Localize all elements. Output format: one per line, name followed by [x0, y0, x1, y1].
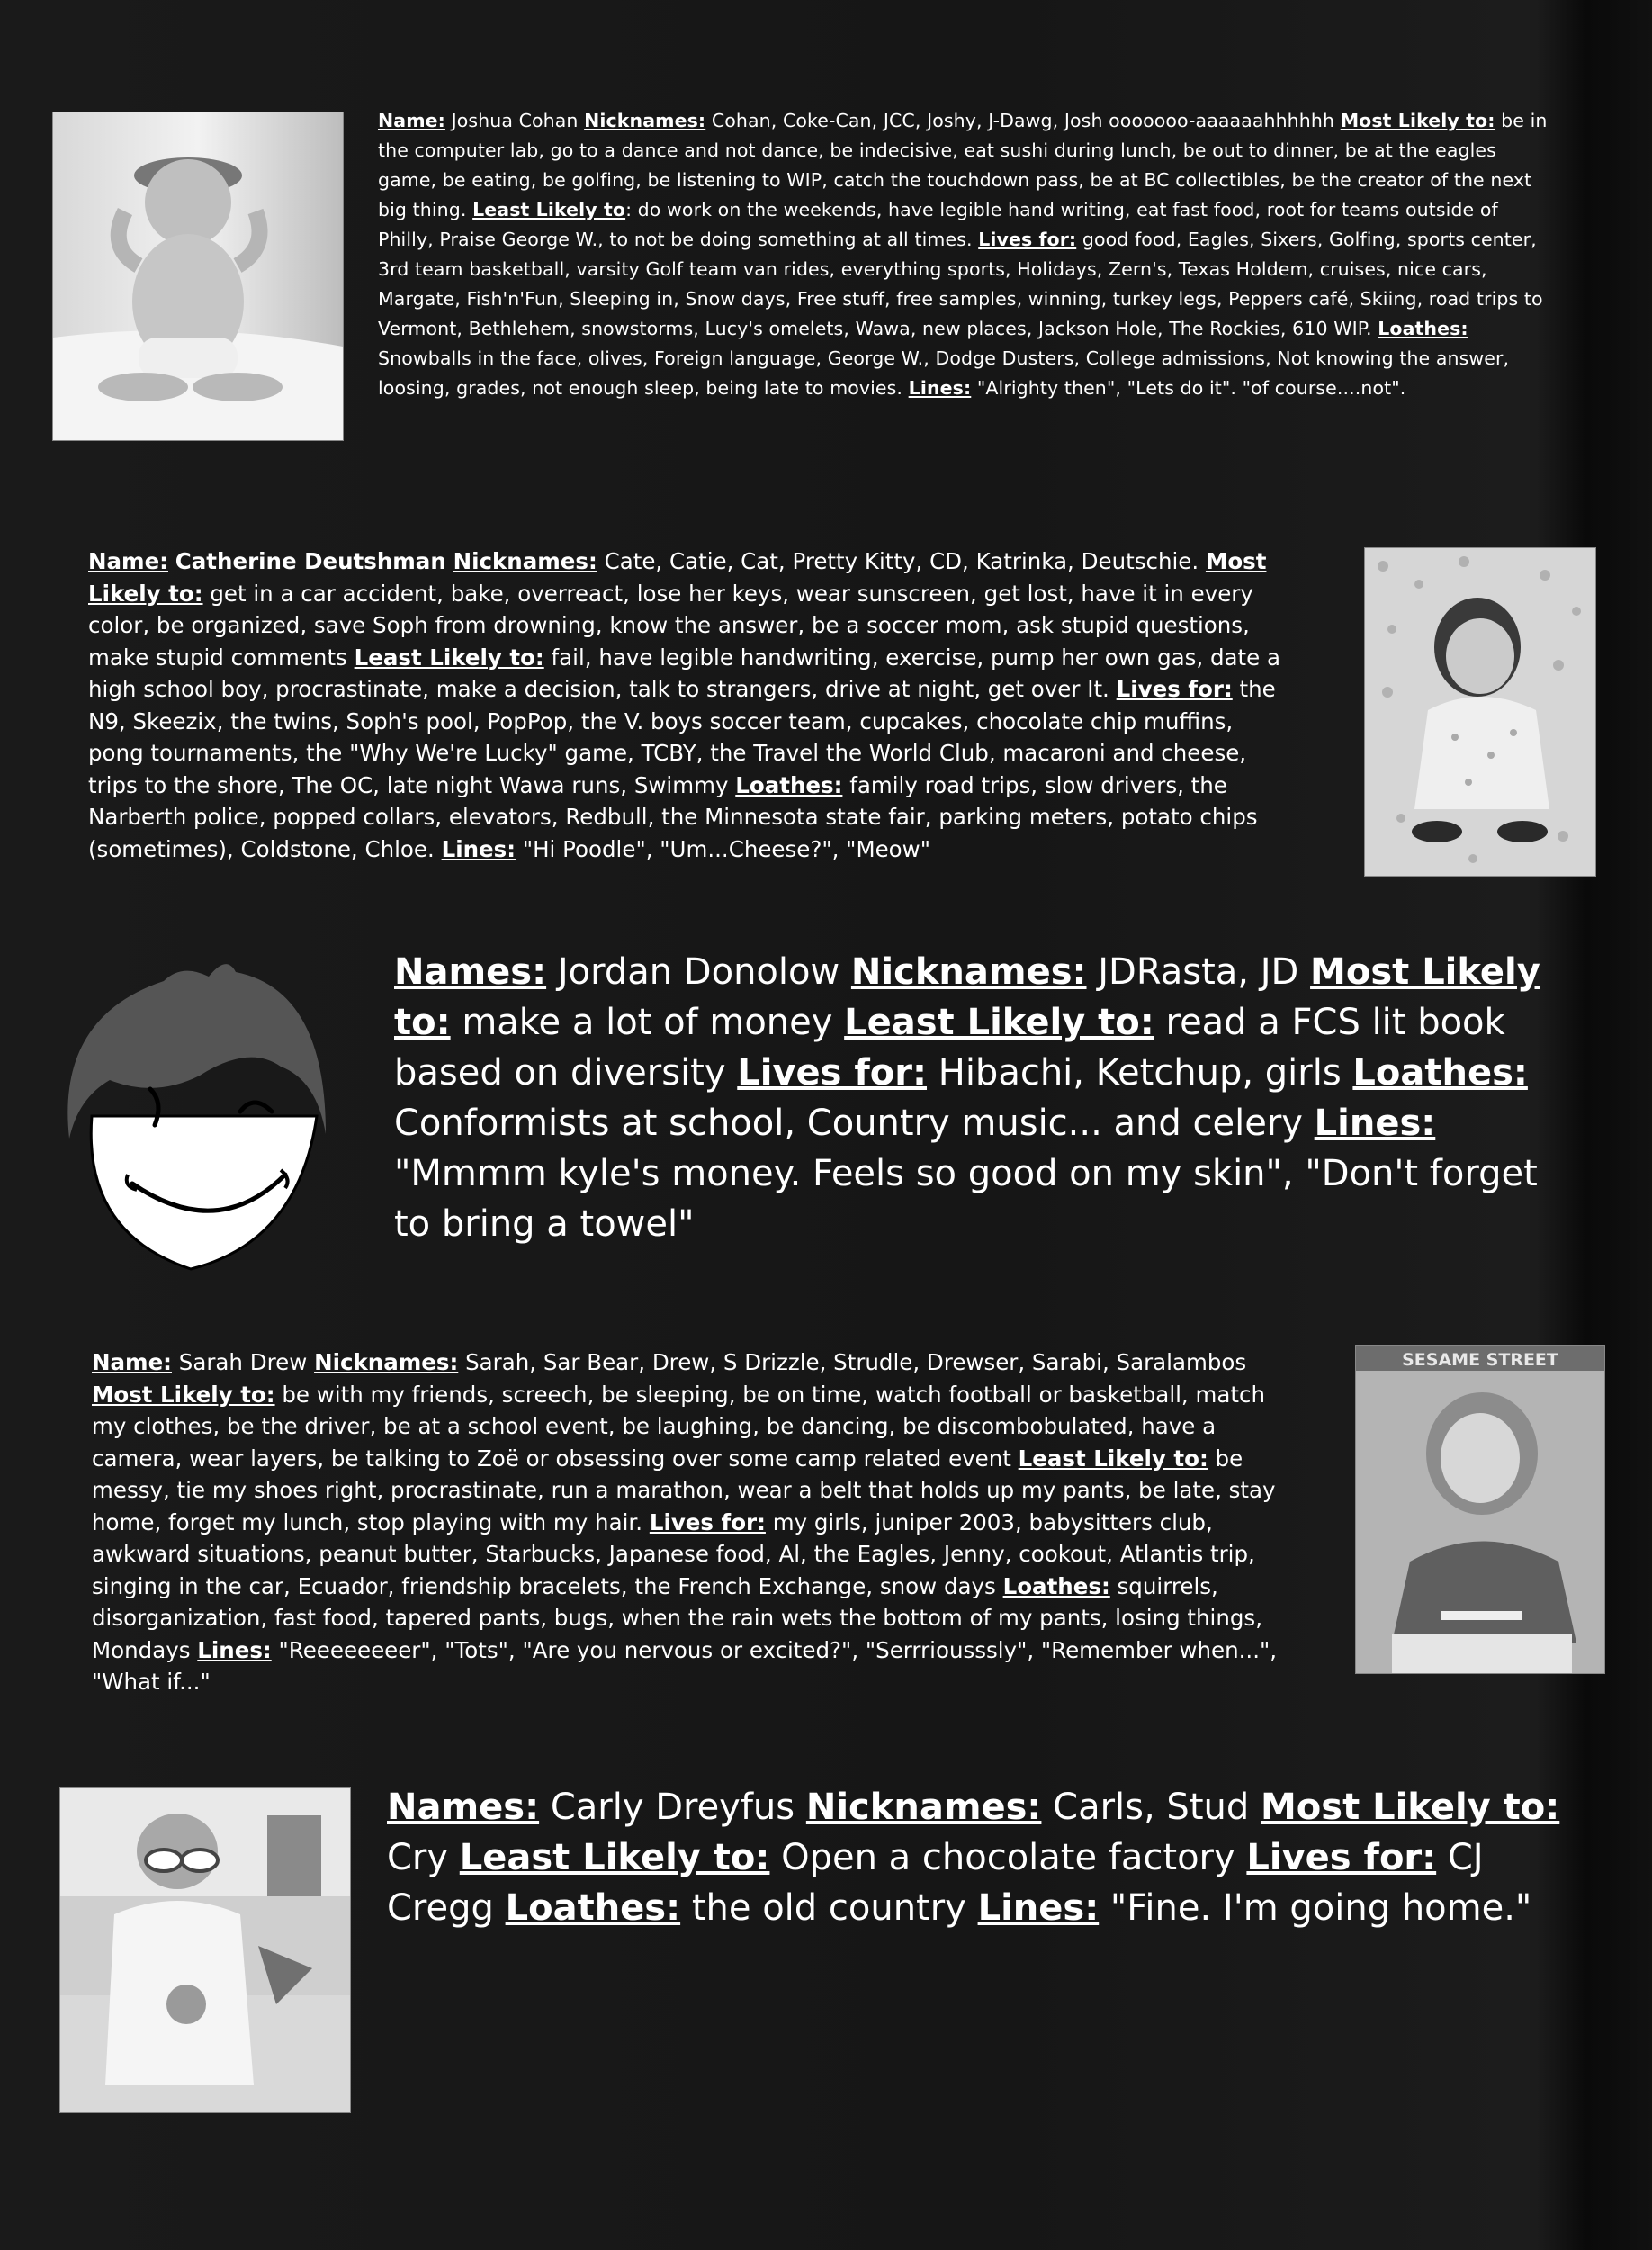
- loathes-label: Loathes:: [505, 1887, 681, 1929]
- least-likely-label: Least Likely to:: [1018, 1444, 1208, 1472]
- child-photo-carly-dreyfus: [59, 1787, 351, 2113]
- most-likely-label: Most Likely to:: [88, 548, 1267, 607]
- least-likely-value: : do work on the weekends, have legible hand writing, eat fast food, root for teams outside of Philly, Praise George W., to not be doing something at all times.: [378, 199, 1498, 250]
- lives-for-label: Lives for:: [737, 1052, 928, 1094]
- loathes-value: squirrels, disorganization, fast food, tapered pants, bugs, when the rain wets the bottom of my pants, losing things, Mondays: [92, 1572, 1262, 1663]
- baby-photo-joshua-cohan: [52, 112, 344, 441]
- nicknames-value: Sarah, Sar Bear, Drew, S Drizzle, Strudle, Drewser, Sarabi, Saralambos: [465, 1349, 1247, 1375]
- most-likely-value: be in the computer lab, go to a dance and not dance, be indecisive, eat sushi during lunch, be out to dinner, be at the eagles game, be eating, be golfing, be listening to WIP, catch the touchdown pass, be at BC collectibles, be the creator of the next big thing.: [378, 110, 1548, 220]
- name-value: Sarah Drew: [178, 1349, 308, 1375]
- nicknames-value: Carls, Stud: [1053, 1786, 1250, 1828]
- lives-for-label: Lives for:: [649, 1508, 766, 1535]
- entry-text: [88, 545, 1294, 865]
- cartoon-face-icon: [56, 945, 335, 1280]
- loathes-value: the old country: [691, 1887, 966, 1929]
- nicknames-value: Cohan, Coke-Can, JCC, Joshy, J-Dawg, Josh ooooooo-aaaaaahhhhhh: [711, 110, 1335, 131]
- nicknames-value: Cate, Catie, Cat, Pretty Kitty, CD, Katrinka, Deutschie.: [604, 548, 1199, 574]
- lines-value: "Alrighty then", "Lets do it". "of course....not".: [976, 377, 1406, 399]
- name-value: Carly Dreyfus: [550, 1786, 795, 1828]
- lives-for-value: Hibachi, Ketchup, girls: [938, 1052, 1342, 1094]
- least-likely-label: Least Likely to:: [844, 1002, 1154, 1043]
- loathes-value: Snowballs in the face, olives, Foreign language, George W., Dodge Dusters, College admissions, Not knowing the answer, loosing, grades, not enough sleep, being late to movies.: [378, 347, 1510, 399]
- cartoon-face-placeholder: [56, 945, 335, 1280]
- entry-joshua-cohan: [378, 106, 1548, 403]
- lives-for-value: good food, Eagles, Sixers, Golfing, sports center, 3rd team basketball, varsity Golf team van rides, everything sports, Holidays, Zern's, Texas Holdem, cruises, nice cars, Margate, Fish'n'Fun, Sleeping in, Snow days, Free stuff, free samples, winning, turkey legs, Peppers café, Skiing, road trips to Vermont, Bethlehem, snowstorms, Lucy's omelets, Wawa, new places, Jackson Hole, The Rockies, 610 WIP.: [378, 229, 1543, 339]
- lines-value: "Reeeeeeeer", "Tots", "Are you nervous or excited?", "Serrriousssly", "Remember when...", "What if...": [92, 1636, 1278, 1695]
- least-likely-label: Least Likely to:: [354, 644, 544, 670]
- lives-for-label: Lives for:: [978, 229, 1077, 250]
- baby-photo-image: [1365, 548, 1595, 876]
- entry-jordan-donolow: [394, 947, 1582, 1249]
- lives-for-label: Lives for:: [1116, 676, 1233, 702]
- child-photo-sarah-drew: [1355, 1345, 1605, 1674]
- loathes-value: family road trips, slow drivers, the Narberth police, popped collars, elevators, Redbull, the Minnesota state fair, parking meters, potato chips (sometimes), Coldstone, Chloe.: [88, 771, 1258, 862]
- lines-value: "Mmmm kyle's money. Feels so good on my skin", "Don't forget to bring a towel": [394, 1153, 1538, 1245]
- most-likely-value: be with my friends, screech, be sleeping, be on time, watch football or basketball, match my clothes, be the driver, be at a school event, be laughing, be dancing, be discombobulated, have a camera, wear layers, be talking to Zoë or obsessing over some camp related event: [92, 1381, 1265, 1472]
- entry-text: [387, 1782, 1584, 1933]
- lines-label: Lines:: [1314, 1102, 1436, 1144]
- nicknames-label: Nicknames:: [805, 1786, 1042, 1828]
- entry-carly-dreyfus: [387, 1782, 1584, 1933]
- entry-text: [378, 106, 1548, 403]
- entry-sarah-drew: [92, 1346, 1297, 1698]
- most-likely-label: Most Likely to:: [394, 951, 1540, 1043]
- lives-for-value: CJ Cregg: [387, 1837, 1484, 1929]
- loathes-label: Loathes:: [1378, 318, 1468, 339]
- most-likely-value: Cry: [387, 1837, 449, 1878]
- least-likely-label: Least Likely to: [472, 199, 626, 220]
- lines-label: Lines:: [977, 1887, 1100, 1929]
- names-label: Names:: [394, 951, 547, 993]
- lines-label: Lines:: [441, 835, 516, 862]
- lines-label: Lines:: [197, 1636, 272, 1663]
- nicknames-label: Nicknames:: [453, 548, 597, 574]
- lines-label: Lines:: [908, 377, 972, 399]
- names-label: Names:: [387, 1786, 540, 1828]
- lives-for-value: my girls, juniper 2003, babysitters club, awkward situations, peanut butter, Starbucks, Japanese food, Al, the Eagles, Jenny, cookout, Atlantis trip, singing in the car, Ecuador, friendship bracelets, the French Exchange, snow days: [92, 1508, 1255, 1599]
- entry-catherine-deutshman: [88, 545, 1294, 865]
- name-label: Name:: [378, 110, 445, 131]
- sesame-street-sign: SESAME STREET: [1402, 1350, 1558, 1370]
- loathes-label: Loathes:: [735, 771, 843, 798]
- nicknames-value: JDRasta, JD: [1098, 951, 1299, 993]
- nicknames-label: Nicknames:: [850, 951, 1087, 993]
- most-likely-value: get in a car accident, bake, overreact, lose her keys, wear sunscreen, get lost, have it in every color, be organized, save Soph from drowning, know the answer, be a soccer mom, ask stupid questions, make stupid comments: [88, 580, 1253, 670]
- most-likely-label: Most Likely to:: [1340, 110, 1495, 131]
- most-likely-label: Most Likely to:: [1260, 1786, 1560, 1828]
- child-photo-image: [60, 1788, 350, 2112]
- least-likely-label: Least Likely to:: [459, 1837, 770, 1878]
- name-value: Catherine Deutshman: [175, 548, 446, 574]
- nicknames-label: Nicknames:: [584, 110, 706, 131]
- most-likely-value: make a lot of money: [462, 1002, 833, 1043]
- least-likely-value: fail, have legible handwriting, exercise, pump her own gas, date a high school boy, procrastinate, make a decision, talk to strangers, drive at night, get over It.: [88, 644, 1281, 702]
- least-likely-value: read a FCS lit book based on diversity: [394, 1002, 1505, 1094]
- nicknames-label: Nicknames:: [314, 1349, 459, 1375]
- name-value: Jordan Donolow: [557, 951, 840, 993]
- entry-text: [92, 1346, 1297, 1698]
- lives-for-value: the N9, Skeezix, the twins, Soph's pool, PopPop, the V. boys soccer team, cupcakes, chocolate chip muffins, pong tournaments, the "Why We're Lucky" game, TCBY, the Travel the World Club, macaroni and cheese, trips to the shore, The OC, late night Wawa runs, Swimmy: [88, 676, 1276, 798]
- lives-for-label: Lives for:: [1246, 1837, 1437, 1878]
- loathes-label: Loathes:: [1352, 1052, 1528, 1094]
- least-likely-value: be messy, tie my shoes right, procrastinate, run a marathon, wear a belt that holds up my pants, be late, stay home, forget my lunch, stop playing with my hair.: [92, 1444, 1276, 1535]
- name-value: Joshua Cohan: [451, 110, 579, 131]
- most-likely-label: Most Likely to:: [92, 1381, 275, 1408]
- child-photo-image: [1356, 1346, 1604, 1673]
- lines-value: "Fine. I'm going home.": [1109, 1887, 1532, 1929]
- entry-text: [394, 947, 1582, 1249]
- lines-value: "Hi Poodle", "Um...Cheese?", "Meow": [522, 835, 930, 862]
- loathes-label: Loathes:: [1002, 1572, 1110, 1599]
- baby-photo-catherine-deutshman: [1364, 547, 1596, 877]
- name-label: Name:: [92, 1349, 172, 1375]
- baby-photo-image: [53, 112, 343, 440]
- loathes-value: Conformists at school, Country music... and celery: [394, 1102, 1303, 1144]
- least-likely-value: Open a chocolate factory: [781, 1837, 1235, 1878]
- name-label: Name:: [88, 548, 168, 574]
